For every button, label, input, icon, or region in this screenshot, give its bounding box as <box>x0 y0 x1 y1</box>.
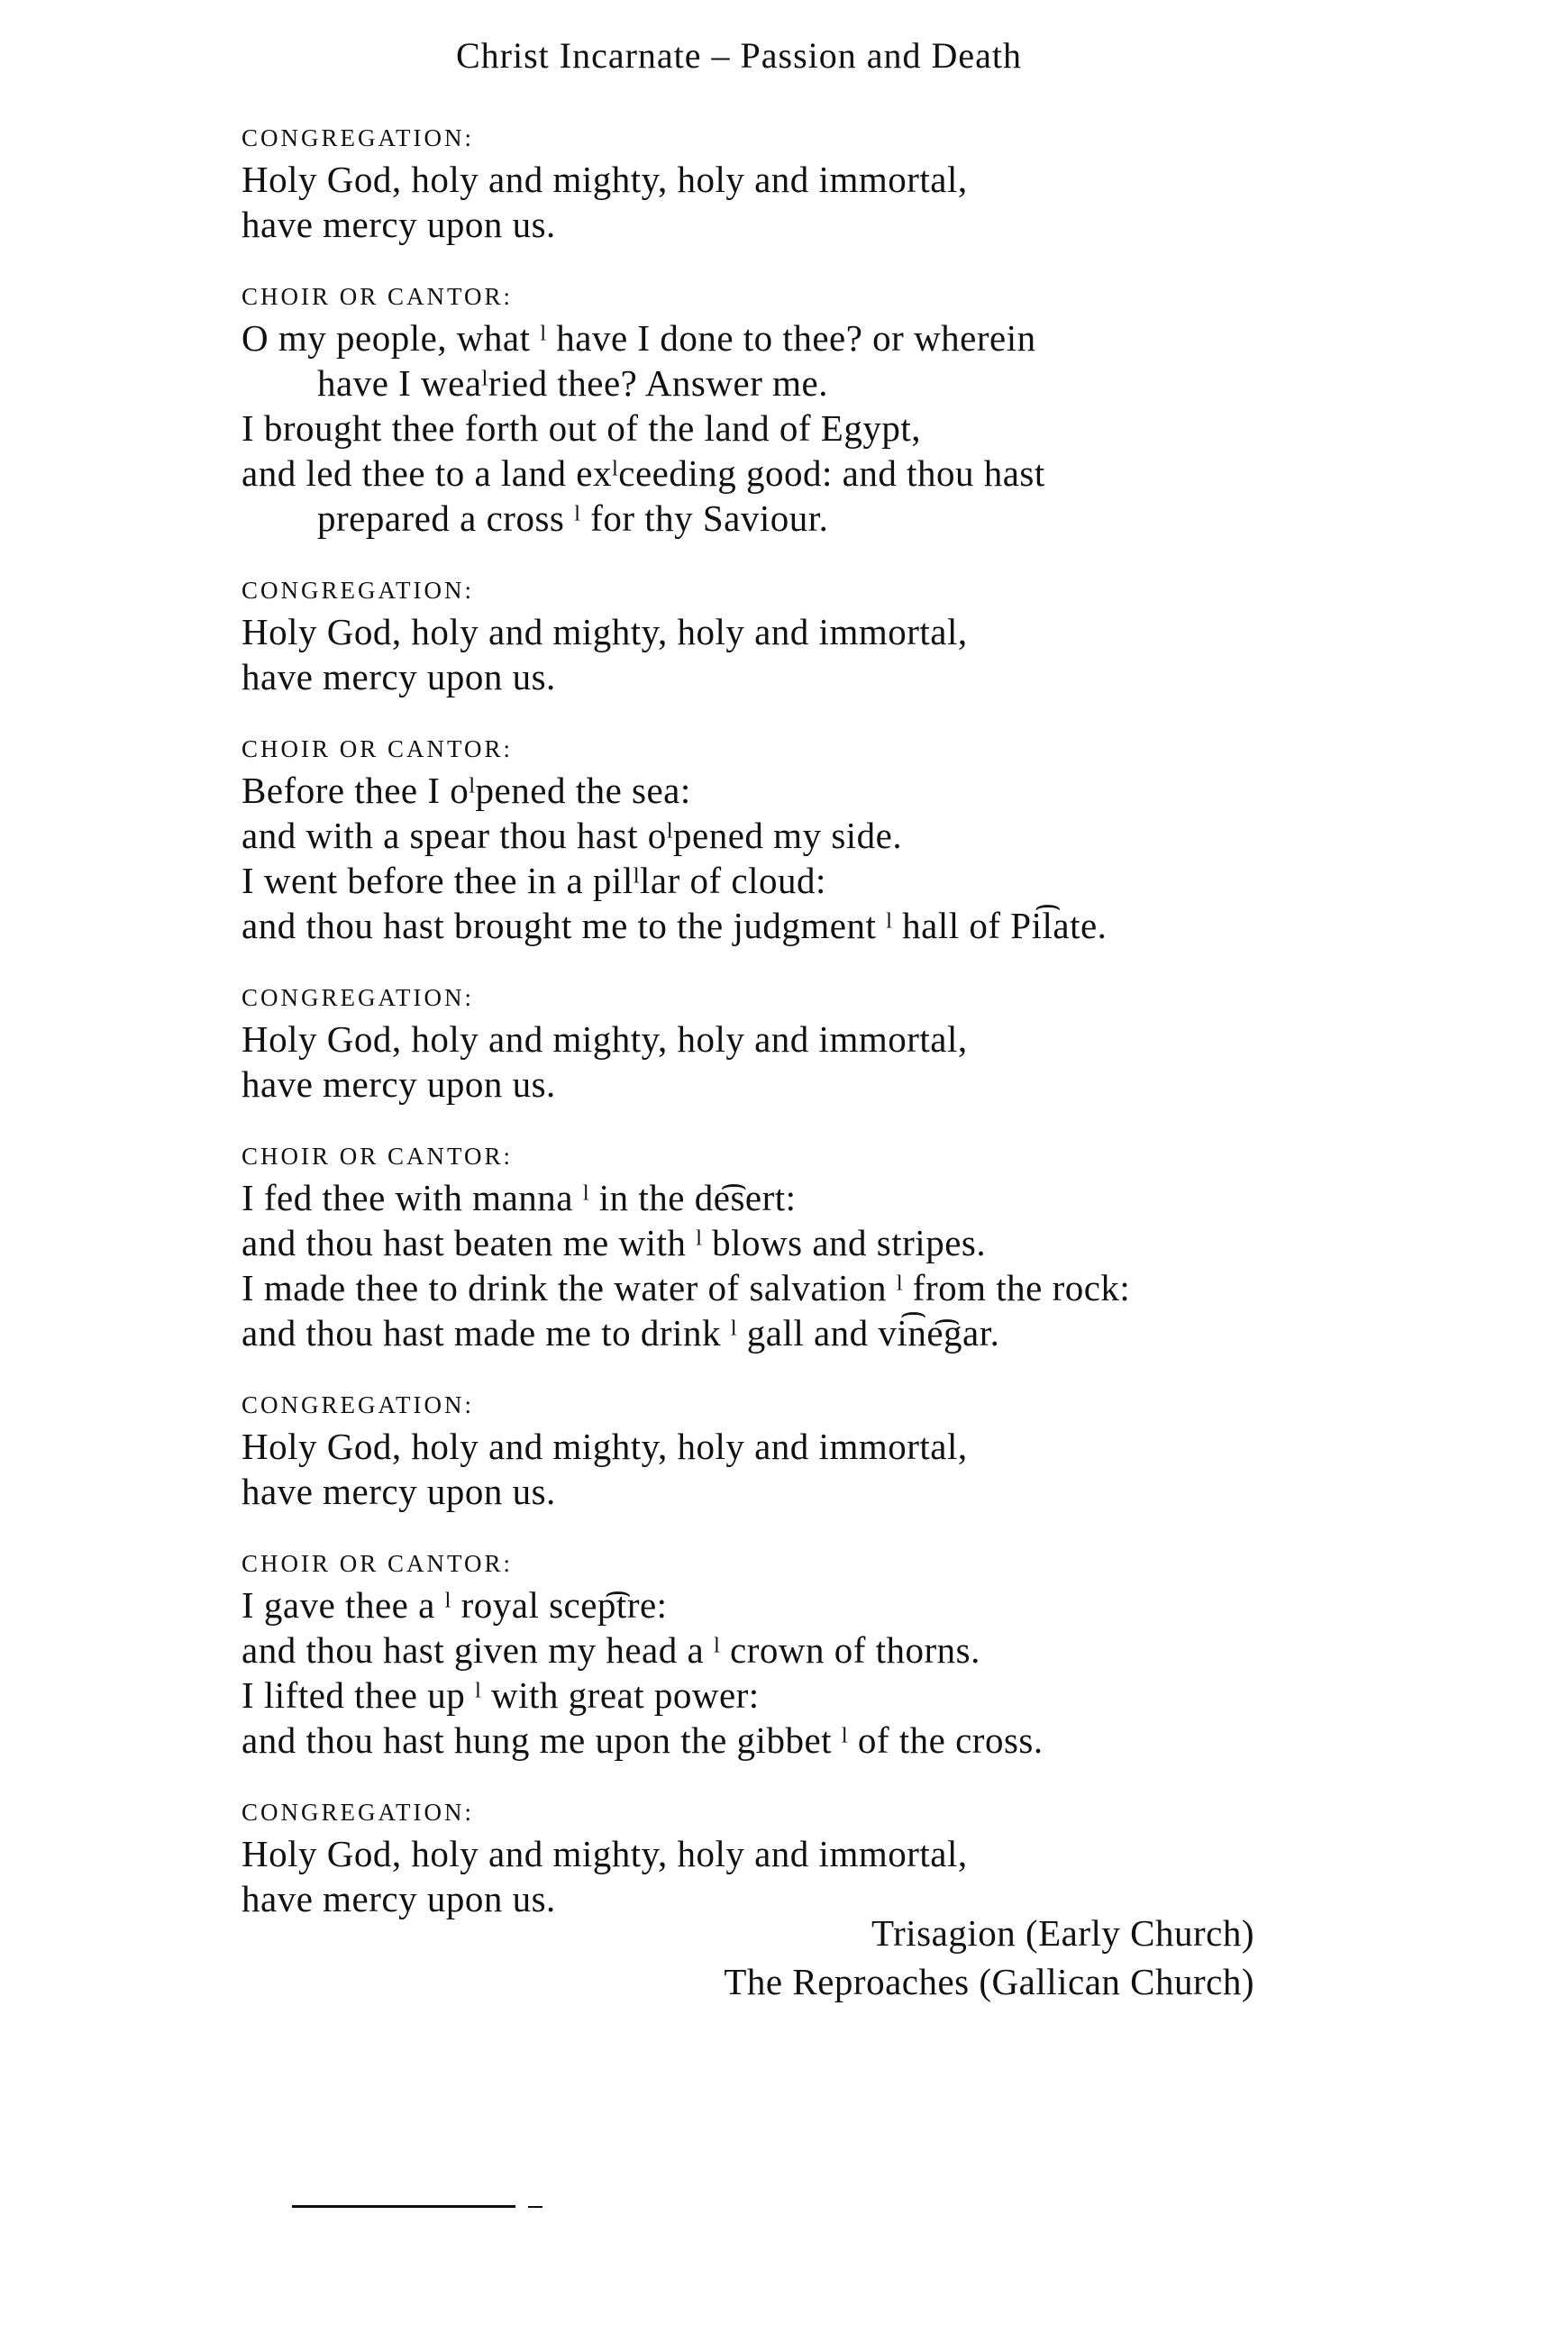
attribution-source-1: Trisagion (Early Church) <box>871 1912 1254 1954</box>
verse-line: Holy God, holy and mighty, holy and immortal, <box>242 1833 968 1874</box>
verse-line: and thou hast brought me to the judgment ˡ hall of Pi͡late. <box>242 905 1108 946</box>
verse-section <box>242 124 1305 247</box>
verse-line: I brought thee forth out of the land of Egypt, <box>242 407 921 449</box>
verse-line: I gave thee a ˡ royal scep͡tre: <box>242 1584 668 1626</box>
verse-section <box>242 577 1305 699</box>
verse-section <box>242 735 1305 948</box>
verse-section <box>242 1143 1305 1355</box>
running-title: Christ Incarnate – Passion and Death <box>455 35 1023 76</box>
responsory-text <box>242 124 1305 1957</box>
verse-line: have mercy upon us. <box>242 204 556 245</box>
verse-line: and thou hast made me to drink ˡ gall and vi͡ne͡gar. <box>242 1312 1000 1354</box>
verse-line: have mercy upon us. <box>242 1878 556 1919</box>
attribution-source-2: The Reproaches (Gallican Church) <box>724 1961 1254 2002</box>
verse-section <box>242 1799 1305 1921</box>
verse-section <box>242 1550 1305 1763</box>
verse-line: Holy God, holy and mighty, holy and immortal, <box>242 611 968 652</box>
speaker-label: CONGREGATION: <box>242 124 474 151</box>
verse-line: Holy God, holy and mighty, holy and immortal, <box>242 1426 968 1467</box>
verse-line: I fed thee with manna ˡ in the de͡sert: <box>242 1177 797 1218</box>
verse-line: I made thee to drink the water of salvation ˡ from the rock: <box>242 1267 1131 1308</box>
verse-section <box>242 1391 1305 1514</box>
verse-line: and thou hast hung me upon the gibbet ˡ of the cross. <box>242 1719 1044 1761</box>
verse-line: prepared a cross ˡ for thy Saviour. <box>317 497 829 539</box>
verse-line: have mercy upon us. <box>242 1471 556 1512</box>
verse-line: have mercy upon us. <box>242 1063 556 1105</box>
verse-line: and thou hast beaten me with ˡ blows and stripes. <box>242 1222 987 1263</box>
verse-line: and with a spear thou hast oˡpened my side. <box>242 815 903 856</box>
verse-section <box>242 283 1305 541</box>
footer-rule <box>292 2205 515 2208</box>
verse-section <box>242 984 1305 1107</box>
verse-line: have I weaˡried thee? Answer me. <box>317 362 828 404</box>
speaker-label: CHOIR OR CANTOR: <box>242 735 514 762</box>
footer-rule-dash <box>528 2206 542 2208</box>
verse-line: I lifted thee up ˡ with great power: <box>242 1674 760 1716</box>
verse-line: have mercy upon us. <box>242 656 556 697</box>
verse-line: Before thee I oˡpened the sea: <box>242 770 691 811</box>
speaker-label: CHOIR OR CANTOR: <box>242 1143 514 1170</box>
verse-line: O my people, what ˡ have I done to thee? or wherein <box>242 317 1036 359</box>
verse-line: Holy God, holy and mighty, holy and immortal, <box>242 159 968 200</box>
speaker-label: CHOIR OR CANTOR: <box>242 283 514 310</box>
speaker-label: CHOIR OR CANTOR: <box>242 1550 514 1577</box>
attribution <box>541 1909 1254 2006</box>
verse-line: Holy God, holy and mighty, holy and immortal, <box>242 1018 968 1060</box>
verse-line: I went before thee in a pilˡlar of cloud: <box>242 860 826 901</box>
speaker-label: CONGREGATION: <box>242 984 474 1011</box>
verse-line: and thou hast given my head a ˡ crown of thorns. <box>242 1629 980 1671</box>
speaker-label: CONGREGATION: <box>242 1799 474 1826</box>
verse-line: and led thee to a land exˡceeding good: and thou hast <box>242 452 1045 494</box>
speaker-label: CONGREGATION: <box>242 1391 474 1418</box>
speaker-label: CONGREGATION: <box>242 577 474 604</box>
